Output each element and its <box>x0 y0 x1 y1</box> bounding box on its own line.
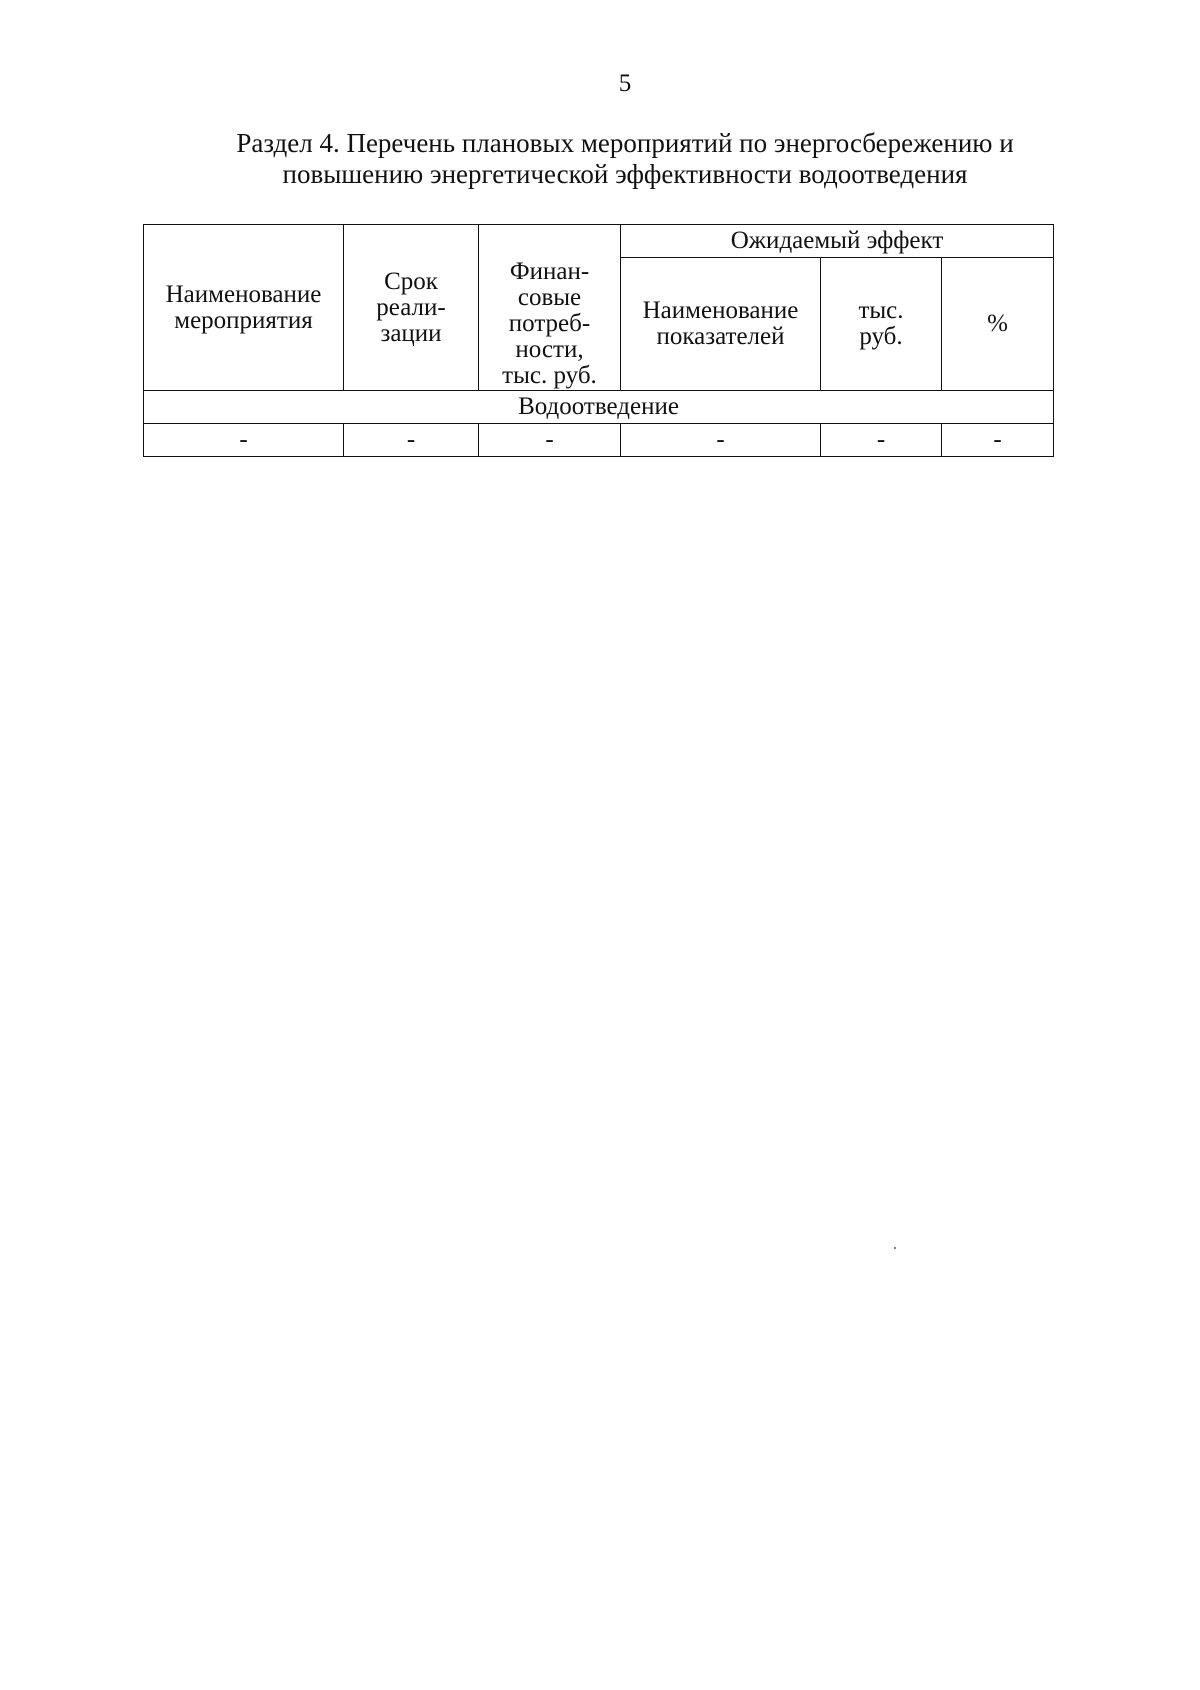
page-number: 5 <box>618 70 632 97</box>
section-title-line-1: Раздел 4. Перечень плановых мероприятий по энергосбережению и <box>236 128 1014 158</box>
header-measure-name <box>144 225 344 391</box>
header-financial-line: совые <box>517 284 582 311</box>
header-financial-line: тыс. руб. <box>502 362 597 389</box>
cell-percent: - <box>942 424 1054 457</box>
header-measure-name-line: Наименование <box>165 280 322 308</box>
header-thousand-rub-line: руб. <box>859 323 903 350</box>
section-title-line-2: повышению энергетической эффективности водоотведения <box>282 159 968 189</box>
header-percent: % <box>942 258 1054 391</box>
cell-financial: - <box>479 424 621 457</box>
header-financial-line: потреб- <box>508 310 591 337</box>
cell-thousand-rub: - <box>821 424 942 457</box>
scan-speck <box>894 1247 896 1249</box>
header-expected-effect: Ожидаемый эффект <box>621 225 1054 258</box>
cell-term: - <box>344 424 479 457</box>
header-term-line: зации <box>380 319 442 347</box>
measures-table <box>143 224 1054 457</box>
cell-indicator-name: - <box>621 424 821 457</box>
header-financial-line: ности, <box>515 336 584 363</box>
section-title <box>150 128 1100 190</box>
header-term <box>344 225 479 391</box>
header-thousand-rub <box>821 258 942 391</box>
header-indicator-name-line: показателей <box>656 323 785 350</box>
table-section-row <box>144 391 1054 424</box>
table-row <box>144 424 1054 457</box>
header-term-line: реали- <box>376 293 446 321</box>
header-thousand-rub-line: тыс. <box>858 297 904 324</box>
header-indicator-name <box>621 258 821 391</box>
header-term-line: Срок <box>384 267 438 295</box>
header-measure-name-line: мероприятия <box>174 306 313 334</box>
table-header-row <box>144 225 1054 258</box>
header-financial-needs <box>479 225 621 391</box>
section-label-cell: Водоотведение <box>144 391 1054 424</box>
header-financial-line: Финан- <box>509 258 590 285</box>
cell-measure-name: - <box>144 424 344 457</box>
header-indicator-name-line: Наименование <box>642 297 799 324</box>
